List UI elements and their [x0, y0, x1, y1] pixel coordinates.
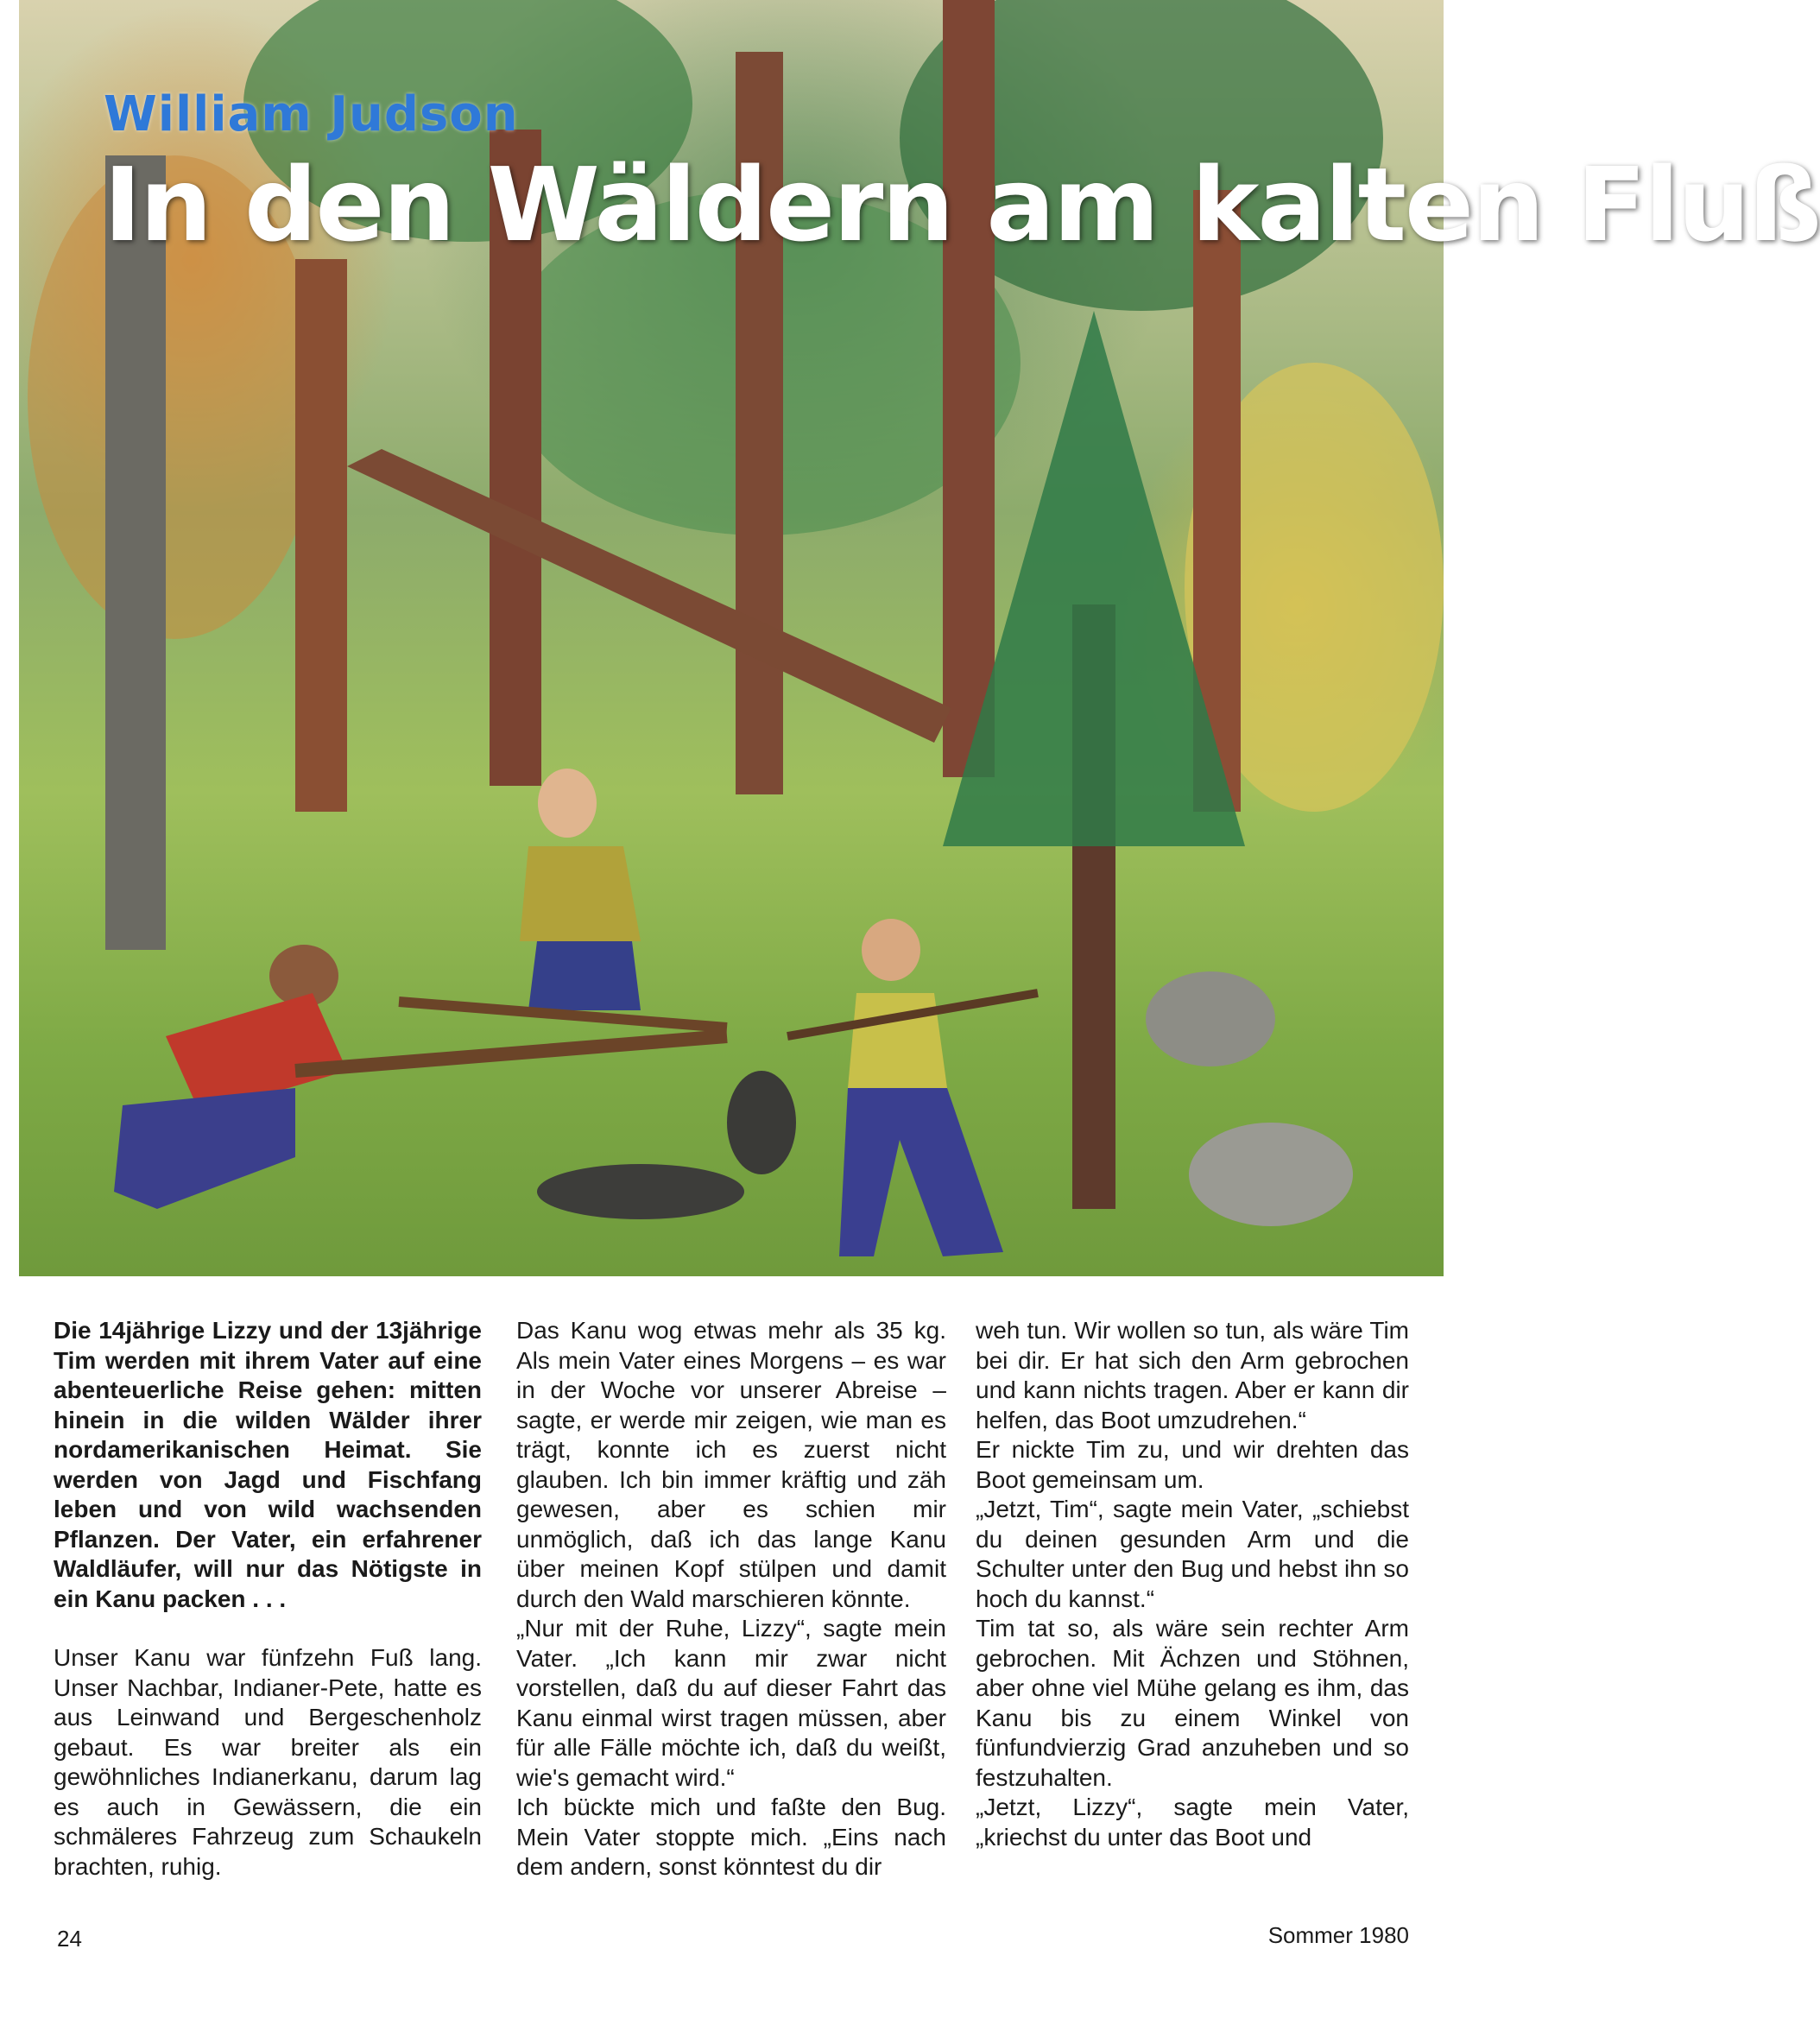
article-intro: Die 14jährige Lizzy und der 13jährige Tim werden mit ihrem Vater auf eine abenteuerliche Reise gehen: mitten hinein in die wilden Wälder ihrer nordamerikanischen Heimat. Sie werden von Jagd und Fischfang leben und von wild wachsenden Pflanzen. Der Vater, ein erfahrener Waldläufer, will nur das Nötigste in ein Kanu packen . . . [54, 1317, 482, 1612]
body-paragraph: Tim tat so, als wäre sein rechter Arm gebrochen. Mit Ächzen und Stöhnen, aber ohne viel Mühe gelang es ihm, das Kanu bis zu einem Winkel von fünfundvierzig Grad anzuheben und so festzuhalten. [976, 1615, 1409, 1791]
article-author: William Judson [104, 86, 519, 142]
text-column-2 [516, 1316, 946, 1882]
body-paragraph: Ich bückte mich und faßte den Bug. Mein Vater stoppte mich. „Eins nach dem andern, sonst könntest du dir [516, 1794, 946, 1880]
body-paragraph: „Jetzt, Tim“, sagte mein Vater, „schiebst du deinen gesunden Arm und die Schulter unter den Bug und hebst ihn so hoch du kannst.“ [976, 1496, 1409, 1612]
text-column-1 [54, 1316, 482, 1882]
body-paragraph: „Nur mit der Ruhe, Lizzy“, sagte mein Vater. „Ich kann mir zwar nicht vorstellen, daß du auf dieser Fahrt das Kanu einmal wirst tragen müssen, aber für alle Fälle möchte ich, daß du weißt, wie's gemacht wird.“ [516, 1615, 946, 1791]
body-paragraph: Unser Kanu war fünfzehn Fuß lang. Unser Nachbar, Indianer-Pete, hatte es aus Leinwand und Bergeschenholz gebaut. Es war breiter als ein gewöhnliches Indianerkanu, darum lag es auch in Gewässern, die ein schmäleres Fahrzeug zum Schaukeln brachten, ruhig. [54, 1644, 482, 1880]
page-number: 24 [57, 1926, 82, 1952]
issue-label: Sommer 1980 [1267, 1922, 1409, 1948]
body-paragraph: Das Kanu wog etwas mehr als 35 kg. Als mein Vater eines Morgens – es war in der Woche vor unserer Abreise – sagte, er werde mir zeigen, wie man es trägt, konnte ich es zuerst nicht glauben. Ich bin immer kräftig und zäh gewesen, aber es schien mir unmöglich, daß ich das lange Kanu über meinen Kopf stülpen und damit durch den Wald marschieren könnte. [516, 1317, 946, 1612]
text-column-3 [976, 1316, 1409, 1852]
article-title: In den Wäldern am kalten Fluß [104, 145, 1820, 264]
body-paragraph: weh tun. Wir wollen so tun, als wäre Tim bei dir. Er hat sich den Arm gebrochen und kann nichts tragen. Aber er kann dir helfen, das Boot umzudrehen.“ [976, 1317, 1409, 1433]
forest-illustration [19, 0, 1820, 1276]
body-paragraph: „Jetzt, Lizzy“, sagte mein Vater, „kriechst du unter das Boot und [976, 1794, 1409, 1851]
body-paragraph: Er nickte Tim zu, und wir drehten das Boot gemeinsam um. [976, 1436, 1409, 1493]
